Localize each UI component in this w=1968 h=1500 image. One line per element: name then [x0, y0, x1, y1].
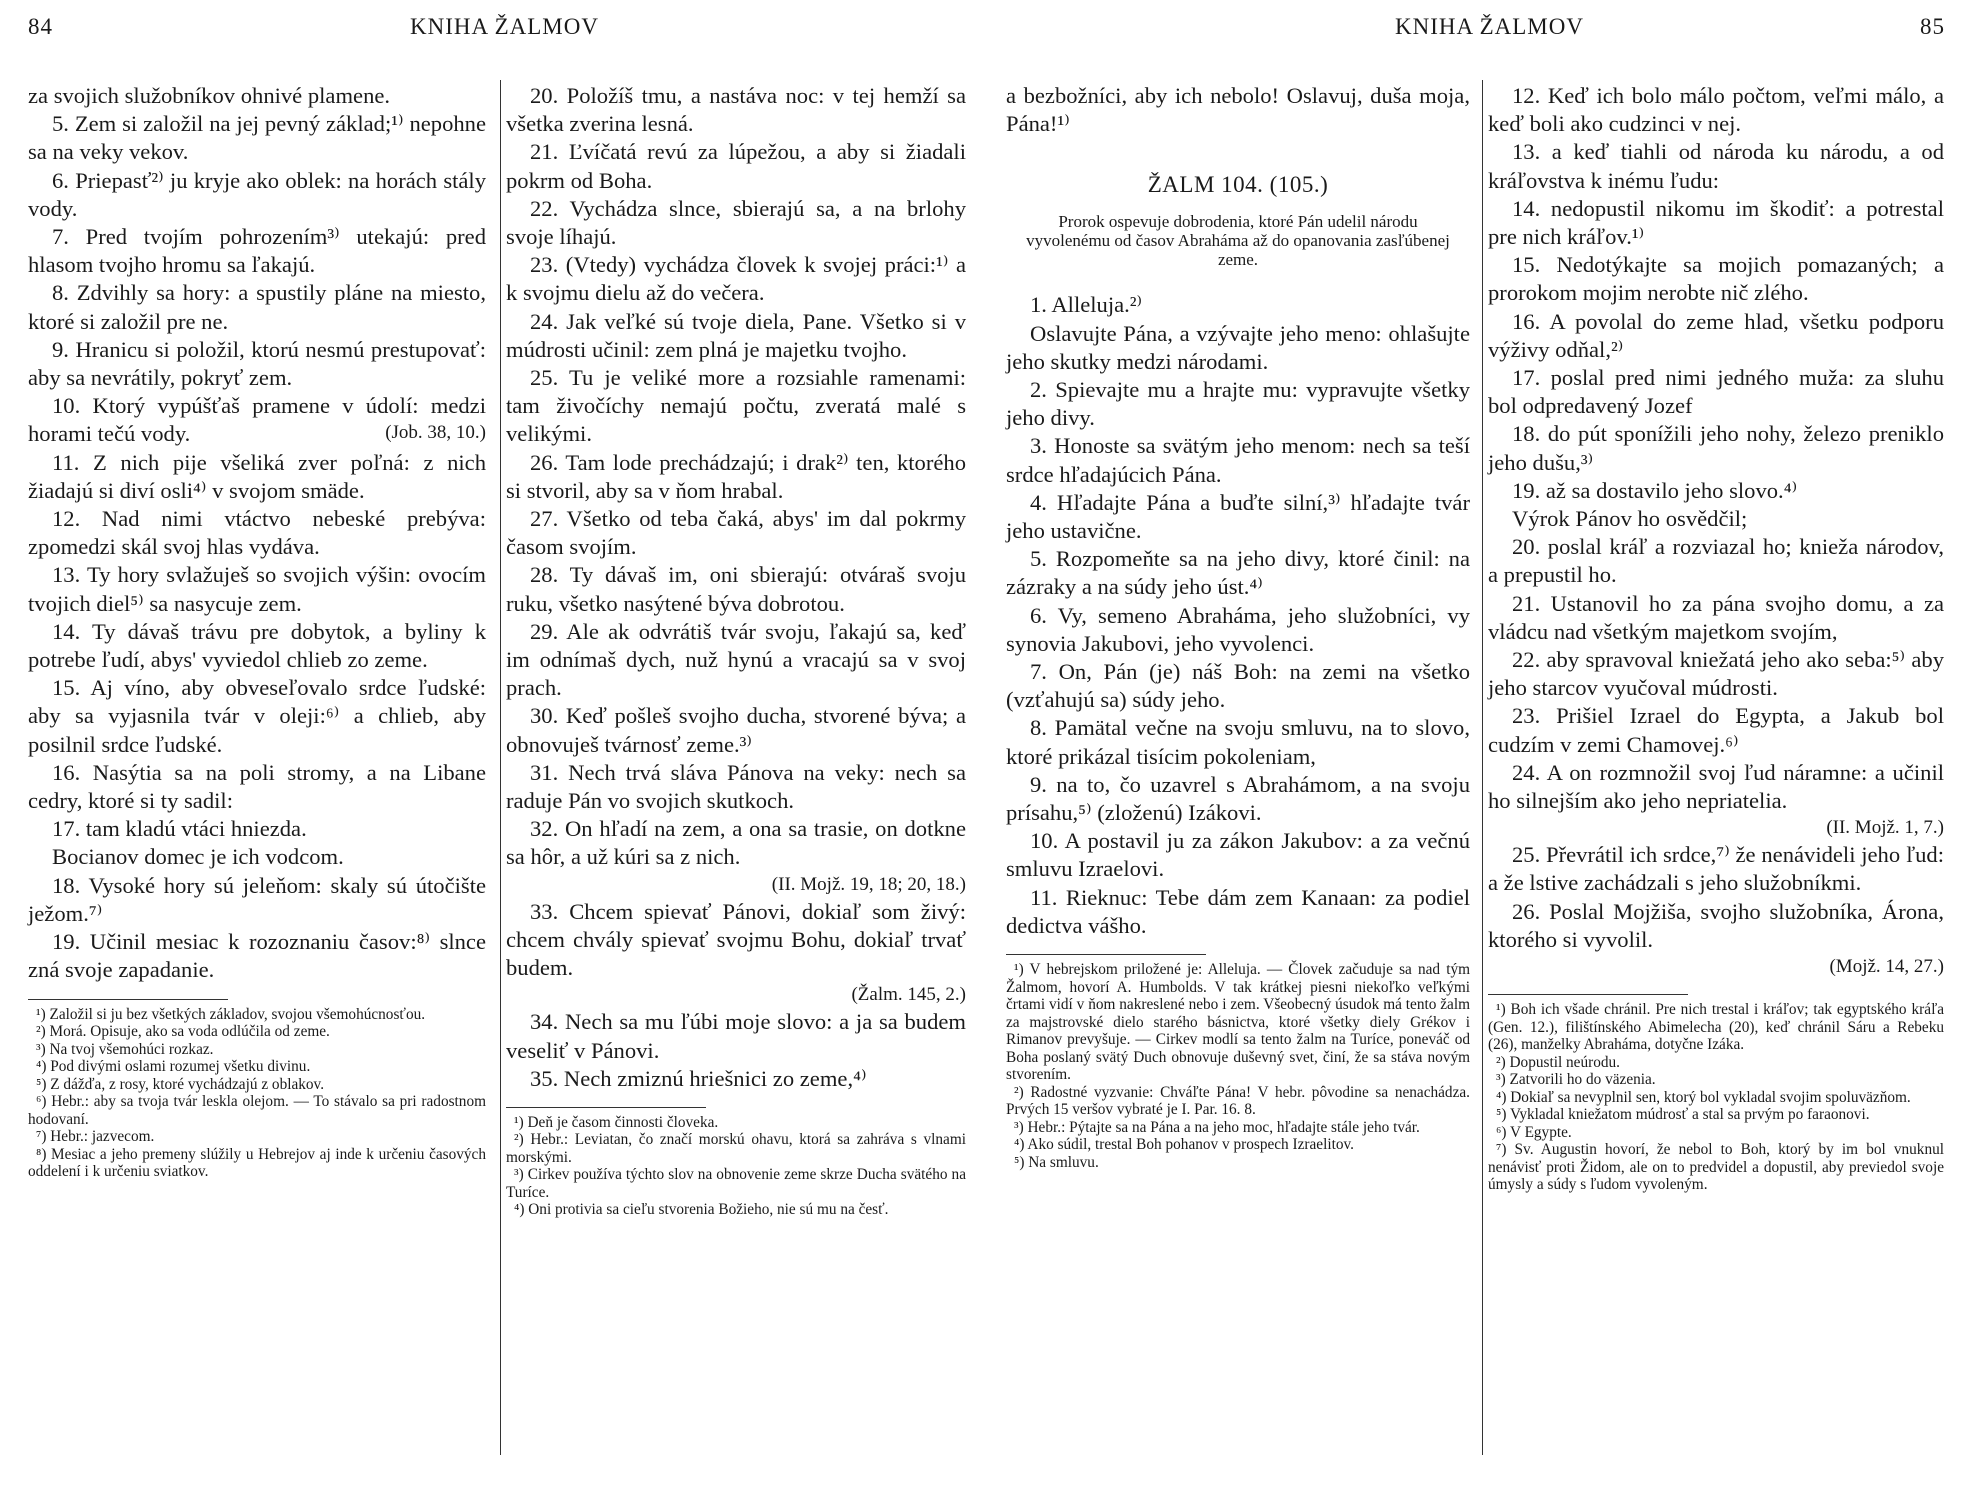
- verse: 14. nedopustil nikomu im škodiť: a potrestal pre nich kráľov.¹⁾: [1488, 195, 1944, 250]
- footnote-list: [506, 1114, 966, 1219]
- footnote: ³) Cirkev používa týchto slov na obnovenie zeme skrze Ducha svätého na Turíce.: [506, 1166, 966, 1201]
- right-page-column-1: [1006, 82, 1470, 1171]
- verse: 15. Aj víno, aby obveseľovalo srdce ľudské: aby sa vyjasnila tvár v oleji:⁶⁾ a chlieb, aby posilnil srdce ľudské.: [28, 675, 486, 757]
- verse: 11. Z nich pije všeliká zver poľná: z nich žiadajú si diví osli⁴⁾ v svojom smäde.: [28, 449, 486, 503]
- verse: 25. Tu je veliké more a rozsiahle ramenami: tam živočíchy nemajú počtu, zveratá malé s velikými.: [506, 365, 966, 447]
- verse: 16. Nasýtia sa na poli stromy, a na Libane cedry, ktoré si ty sadil:: [28, 759, 486, 814]
- verse: 17. tam kladú vtáci hniezda.: [52, 816, 307, 842]
- citation: (Job. 38, 10.): [385, 422, 486, 443]
- psalm-title: ŽALM 104. (105.): [1147, 172, 1329, 198]
- verse: 24. A on rozmnožil svoj ľud náramne: a učinil ho silnejším ako jeho nepriatelia.: [1488, 759, 1944, 814]
- footnote: ⁵) Z dážďa, z rosy, ktoré vychádzajú z oblakov.: [36, 1075, 325, 1093]
- verse: 1. Alleluja.²⁾: [1030, 292, 1143, 318]
- column-rule-left: [500, 80, 501, 1455]
- verse: 14. Ty dávaš trávu pre dobytok, a byliny k potrebe ľudí, abys' vyviedol chlieb zo zeme.: [28, 618, 486, 673]
- citation: (II. Mojž. 1, 7.): [1826, 817, 1944, 839]
- verse: 6. Priepasť²⁾ ju kryje ako oblek: na horách stály vody.: [28, 167, 486, 221]
- verse: 8. Pamätal večne na svoju smluvu, na to slovo, ktoré prikázal tisícim pokoleniam,: [1006, 715, 1470, 769]
- footnote: ⁴) Ako súdil, trestal Boh pohanov v prospech Izraelitov.: [1014, 1136, 1354, 1154]
- verse-list: [506, 898, 966, 983]
- footnote: ¹) Boh ich všade chránil. Pre nich trestal i kráľov; tak egyptského kráľa (Gen. 12.), filištínského Abimelecha (20), keď chránil Sáru a Rebeku (26), manželky Abraháma, dotyčne Izáka.: [1488, 1001, 1944, 1054]
- verse-list: [28, 82, 486, 985]
- verse: 7. On, Pán (je) náš Boh: na zemi na všetko (vzťahujú sa) súdy jeho.: [1006, 659, 1470, 713]
- verse: 19. až sa dostavilo jeho slovo.⁴⁾: [1512, 477, 1798, 503]
- verse: 10. A postavil ju za zákon Jakubov: a za večnú smluvu Izraelovi.: [1006, 828, 1470, 882]
- verse: 12. Keď ich bolo málo počtom, veľmi málo, a keď boli ako cudzinci v nej.: [1488, 83, 1944, 137]
- verse: a bezbožníci, aby ich nebolo! Oslavuj, duša moja, Pána!¹⁾: [1006, 83, 1470, 137]
- footnote-rule: [1488, 994, 1688, 995]
- verse: 29. Ale ak odvrátiš tvár svoju, ľakajú sa, keď im odnímaš dych, nuž hynú a vracajú sa v svoj prach.: [506, 618, 966, 701]
- footnote-list: [1006, 961, 1470, 1171]
- psalm-summary: Prorok ospevuje dobrodenia, ktoré Pán udelil národu vyvolenému od časov Abraháma až do opanovania zasľúbenej zeme.: [1026, 212, 1450, 270]
- verse-list: [506, 82, 966, 872]
- verse: 8. Zdvihly sa hory: a spustily pláne na miesto, ktoré si založil pre ne.: [28, 280, 486, 334]
- verse: 23. Prišiel Izrael do Egypta, a Jakub bol cudzím v zemi Chamovej.⁶⁾: [1488, 703, 1944, 757]
- verse: Bocianov domec je ich vodcom.: [52, 844, 344, 870]
- verse: 13. a keď tiahli od národa ku národu, a od kráľovstva k inému ľudu:: [1488, 139, 1944, 193]
- verse: 21. Ustanovil ho za pána svojho domu, a za vládcu nad všetkým majetkom svojím,: [1488, 590, 1944, 644]
- footnote: ³) Zatvorili ho do väzenia.: [1496, 1071, 1656, 1089]
- footnote: ²) Dopustil neúrodu.: [1496, 1053, 1620, 1071]
- verse-list: [1488, 82, 1944, 815]
- verse: 26. Poslal Mojžiša, svojho služobníka, Árona, ktorého si vyvolil.: [1488, 898, 1944, 952]
- footnote: ⁴) Pod divými oslami rozumej všetku divinu.: [36, 1058, 311, 1075]
- footnote: ⁸) Mesiac a jeho premeny slúžily u Hebrejov aj inde k určeniu časových oddelení i k určeniu sviatkov.: [28, 1145, 486, 1180]
- verse: 4. Hľadajte Pána a buďte silní,³⁾ hľadajte tvár jeho ustavične.: [1006, 489, 1470, 544]
- verse: 16. A povolal do zeme hlad, všetku podporu výživy odňal,²⁾: [1488, 308, 1944, 362]
- verse: za svojich služobníkov ohnivé plamene.: [28, 83, 391, 108]
- verse: 15. Nedotýkajte sa mojich pomazaných; a prorokom mojim nerobte nič zlého.: [1488, 252, 1944, 306]
- footnote: ⁶) V Egypte.: [1496, 1123, 1572, 1141]
- footnote: ⁴) Dokiaľ sa nevyplnil sen, ktorý bol vykladal svojim spoluväzňom.: [1496, 1088, 1911, 1106]
- citation: (Mojž. 14, 27.): [1829, 956, 1944, 978]
- page-number-left: 84: [28, 14, 53, 39]
- verse: 21. Ľvíčatá revú za lúpežou, a aby si žiadali pokrm od Boha.: [506, 139, 966, 193]
- verse: 7. Pred tvojím pohrozením³⁾ utekajú: pred hlasom tvojho hromu sa ľakajú.: [28, 224, 486, 278]
- left-page-column-1: [28, 82, 486, 1181]
- verse: 34. Nech sa mu ľúbi moje slovo: a ja sa budem veseliť v Pánovi.: [506, 1009, 966, 1063]
- verse: 33. Chcem spievať Pánovi, dokiaľ som živý: chcem chvály spievať svojmu Bohu, dokiaľ trvať budem.: [506, 898, 966, 981]
- footnote-rule: [1006, 954, 1206, 955]
- verse: 5. Zem si založil na jej pevný základ;¹⁾ nepohne sa na veky vekov.: [28, 111, 486, 165]
- verse: 24. Jak veľké sú tvoje diela, Pane. Všetko si v múdrosti učinil: zem plná je majetku tvojho.: [506, 308, 966, 362]
- verse-list: [506, 1008, 966, 1093]
- verse-list: [1488, 841, 1944, 954]
- footnote: ³) Hebr.: Pýtajte sa na Pána a na jeho moc, hľadajte stále jeho tvár.: [1014, 1118, 1420, 1136]
- citation: (II. Mojž. 19, 18; 20, 18.): [771, 873, 966, 895]
- verse: 2. Spievajte mu a hrajte mu: vypravujte všetky jeho divy.: [1006, 377, 1470, 431]
- verse: 18. do pút sponížili jeho nohy, železo preniklo jeho dušu,³⁾: [1488, 421, 1944, 475]
- left-page-column-2: [506, 82, 966, 1219]
- footnote-rule: [28, 999, 228, 1000]
- verse: 11. Rieknuc: Tebe dám zem Kanaan: za podiel dedictva vášho.: [1006, 884, 1470, 938]
- footnote: ²) Morá. Opisuje, ako sa voda odlúčila od zeme.: [36, 1023, 330, 1040]
- verse-list: [1006, 82, 1470, 138]
- verse: 20. poslal kráľ a rozviazal ho; knieža národov, a prepustil ho.: [1488, 534, 1944, 588]
- verse: 26. Tam lode prechádzajú; i drak²⁾ ten, ktorého si stvoril, aby sa v ňom hrabal.: [506, 449, 966, 503]
- verse: 13. Ty hory svlažuješ so svojich výšin: ovocím tvojich diel⁵⁾ sa nasycuje zem.: [28, 562, 486, 616]
- page-number-right: 85: [1920, 14, 1945, 39]
- verse: 27. Všetko od teba čaká, abys' im dal pokrmy časom svojím.: [506, 506, 966, 560]
- footnote: ³) Na tvoj všemohúci rozkaz.: [36, 1040, 214, 1058]
- verse: 18. Vysoké hory sú jeleňom: skaly sú útočište ježom.⁷⁾: [28, 872, 486, 926]
- verse: 23. (Vtedy) vychádza človek k svojej práci:¹⁾ a k svojmu dielu až do večera.: [506, 252, 966, 306]
- right-page-column-2: [1488, 82, 1944, 1194]
- footnote: ⁶) Hebr.: aby sa tvoja tvár leskla olejom. — To stávalo sa pri radostnom hodovaní.: [28, 1093, 486, 1128]
- footnote: ⁵) Na smluvu.: [1014, 1153, 1099, 1171]
- verse: 10. Ktorý vypúšťaš pramene v údolí: medzi horami tečú vody.: [28, 393, 486, 447]
- citation: (Žalm. 145, 2.): [851, 984, 966, 1006]
- verse: 31. Nech trvá sláva Pánova na veky: nech sa raduje Pán vo svojich skutkoch.: [506, 759, 966, 814]
- verse-list: [1006, 291, 1470, 940]
- verse: 25. Převrátil ich srdce,⁷⁾ že nenávideli jeho ľud: a že lstive zachádzali s jeho služobníkmi.: [1488, 842, 1944, 896]
- verse: 20. Položíš tmu, a nastáva noc: v tej hemží sa všetka zverina lesná.: [506, 83, 966, 137]
- column-rule-right: [1482, 80, 1483, 1455]
- verse: 12. Nad nimi vtáctvo nebeské prebýva: zpomedzi skál svoj hlas vydáva.: [28, 506, 486, 560]
- verse: 6. Vy, semeno Abraháma, jeho služobníci, vy synovia Jakubovi, jeho vyvolenci.: [1006, 602, 1470, 656]
- verse: 9. Hranicu si položil, ktorú nesmú prestupovať: aby sa nevrátily, pokryť zem.: [28, 336, 486, 391]
- verse: 35. Nech zmiznú hriešnici zo zeme,⁴⁾: [530, 1065, 867, 1091]
- verse: 3. Honoste sa svätým jeho menom: nech sa teší srdce hľadajúcich Pána.: [1006, 433, 1470, 487]
- verse: 9. na to, čo uzavrel s Abrahámom, a na svoju prísahu,⁵⁾ (zloženú) Izákovi.: [1006, 771, 1470, 826]
- footnote: ¹) V hebrejskom priložené je: Alleluja. — Človek začuduje sa nad tým Žalmom, hovorí A. Humbolds. V tak krátkej piesni niekoľko veľkými črtami vidí v ňom nakreslené nebo i zem. Všeobecný úsudok má tento žalm za majstrovské dielo starého básnictva, ktoré všetky diely Grékov i Rimanov prevyšuje. — Cirkev modlí sa tento žalm na Turíce, poneváč od Boha poslaný svätý Duch obnovuje duševný svet, činí, že sa stáva novým stvorením.: [1006, 961, 1470, 1084]
- verse: 17. poslal pred nimi jedného muža: za sluhu bol odpredavený Jozef: [1488, 365, 1944, 419]
- footnote: ⁷) Sv. Augustin hovorí, že nebol to Boh, ktorý by im bol vnuknul nenávisť proti Židom, ale on to predvidel a dopustil, aby previedol svoje úmysly a súdy s ľudom vyvoleným.: [1488, 1141, 1944, 1194]
- footnote: ¹) Založil si ju bez všetkých základov, svojou všemohúcnosťou.: [36, 1005, 426, 1023]
- running-head-right: KNIHA ŽALMOV: [1395, 14, 1584, 39]
- footnote-list: [1488, 1001, 1944, 1194]
- verse: 5. Rozpomeňte sa na jeho divy, ktoré činil: na zázraky a na súdy jeho úst.⁴⁾: [1006, 546, 1470, 600]
- verse: Oslavujte Pána, a vzývajte jeho meno: ohlašujte jeho skutky medzi národami.: [1006, 320, 1470, 374]
- footnote-rule: [506, 1107, 706, 1108]
- verse: Výrok Pánov ho osvědčil;: [1512, 506, 1748, 532]
- verse: 22. Vychádza slnce, sbierajú sa, a na brlohy svoje líhajú.: [506, 195, 966, 250]
- footnote: ¹) Deň je časom činnosti človeka.: [514, 1113, 719, 1131]
- footnote: ²) Radostné vyzvanie: Chváľte Pána! V hebr. pôvodine sa nenachádza. Prvých 15 veršov vybraté je I. Par. 16. 8.: [1006, 1083, 1470, 1119]
- footnote: ²) Hebr.: Leviatan, čo značí morskú ohavu, ktorá sa zahráva s vlnami morskými.: [506, 1131, 966, 1166]
- footnote: ⁴) Oni protivia sa cieľu stvorenia Božieho, nie sú mu na česť.: [514, 1201, 889, 1219]
- footnote: ⁷) Hebr.: jazvecom.: [36, 1128, 155, 1145]
- verse: 19. Učinil mesiac k rozoznaniu časov:⁸⁾ slnce zná svoje zapadanie.: [28, 929, 486, 983]
- verse: 30. Keď pošleš svojho ducha, stvorené býva; a obnovuješ tvárnosť zeme.³⁾: [506, 703, 966, 757]
- footnote: ⁵) Vykladal kniežatom múdrosť a stal sa prvým po faraonovi.: [1496, 1106, 1870, 1124]
- verse: 28. Ty dávaš im, oni sbierajú: otváraš svoju ruku, všetko nasýtené býva dobrotou.: [506, 562, 966, 616]
- footnote-list: [28, 1006, 486, 1181]
- running-head-left: KNIHA ŽALMOV: [410, 14, 599, 39]
- verse: 22. aby spravoval kniežatá jeho ako seba:⁵⁾ aby jeho starcov vyučoval múdrosti.: [1488, 647, 1944, 701]
- verse: 32. On hľadí na zem, a ona sa trasie, on dotkne sa hôr, a už kúri sa z nich.: [506, 816, 966, 870]
